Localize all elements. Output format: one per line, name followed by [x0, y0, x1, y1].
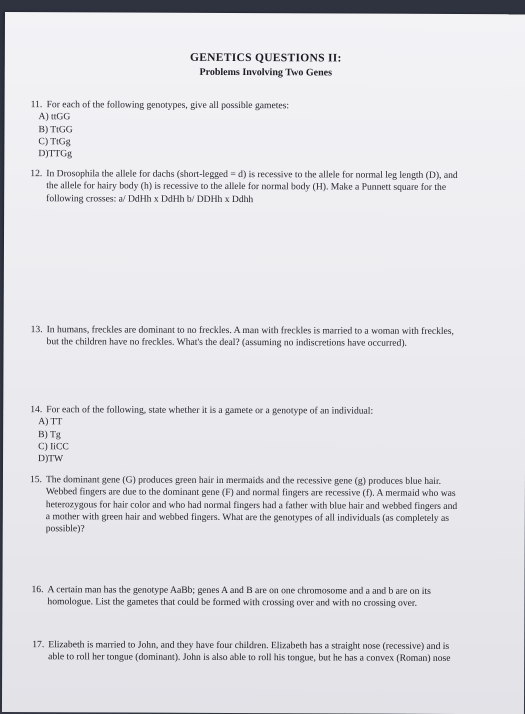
question-number: 12. — [30, 168, 43, 180]
worksheet-title: GENETICS QUESTIONS II: — [189, 51, 342, 65]
question-16 — [31, 584, 430, 610]
item-option: B) Tg — [38, 428, 61, 440]
worksheet-page — [2, 12, 525, 714]
question-number: 17. — [32, 639, 45, 651]
genotype-option: D)TTGg — [38, 148, 72, 160]
genotype-option: A) ttGG — [38, 111, 71, 123]
question-text-line: A certain man has the genotype AaBb; genes A and B are on one chromosome and a and b are on its — [47, 584, 431, 597]
genotype-option: C) TtGg — [38, 136, 71, 148]
question-number: 16. — [31, 584, 44, 596]
question-13 — [31, 324, 454, 350]
question-text-line: a mother with green hair and webbed fingers. What are the genotypes of all individuals (as completely as — [45, 511, 449, 524]
question-text-line: following crosses: a/ DdHh x DdHh b/ DDHh x Ddhh — [46, 192, 254, 205]
genotype-option: B) TtGG — [38, 123, 73, 135]
question-text: For each of the following genotypes, give all possible gametes: — [46, 99, 290, 112]
question-text-line: In humans, freckles are dominant to no freckles. A man with freckles is married to a woman with freckles, — [46, 324, 454, 337]
question-text-line: In Drosophila the allele for dachs (short-legged = d) is recessive to the allele for normal leg length (D), and — [46, 168, 458, 181]
question-number: 14. — [30, 404, 43, 416]
item-option: C) IiCC — [38, 441, 69, 453]
question-11 — [30, 99, 289, 162]
question-text-line: Elizabeth is married to John, and they have four children. Elizabeth has a straight nose (recessive) and is — [48, 639, 450, 652]
question-text-line: The dominant gene (G) produces green hair in mermaids and the recessive gene (g) produces blue hair. — [45, 474, 442, 487]
question-text-line: heterozygous for hair color and who had normal fingers had a father with blue hair and webbed fingers and — [45, 498, 458, 512]
item-option: D)TW — [38, 453, 64, 465]
question-text-line: able to roll her tongue (dominant). John is also able to roll his tongue, but he has a convex (Roman) nose — [48, 651, 451, 665]
question-text-line: homologue. List the gametes that could be formed with crossing over and with no crossing over. — [47, 596, 418, 610]
question-12 — [30, 168, 458, 207]
question-number: 11. — [30, 99, 43, 111]
question-text-line: but the children have no freckles. What's the deal? (assuming no indiscretions have occurred). — [46, 336, 407, 350]
item-option: A) TT — [38, 416, 63, 428]
question-15 — [30, 474, 458, 537]
worksheet-subtitle: Problems Involving Two Genes — [199, 66, 333, 79]
question-text-line: possible)? — [45, 523, 85, 535]
question-number: 13. — [30, 324, 43, 336]
question-17 — [32, 639, 450, 665]
question-text-line: Webbed fingers are due to the dominant gene (F) and normal fingers are recessive (f). A mermaid who was — [45, 486, 456, 500]
question-number: 15. — [29, 474, 42, 486]
question-text-line: the allele for hairy body (h) is recessive to the allele for normal body (H). Make a Punnett square for the — [46, 180, 447, 194]
question-14 — [30, 404, 373, 467]
question-text: For each of the following, state whether it is a gamete or a genotype of an individual: — [46, 404, 374, 417]
